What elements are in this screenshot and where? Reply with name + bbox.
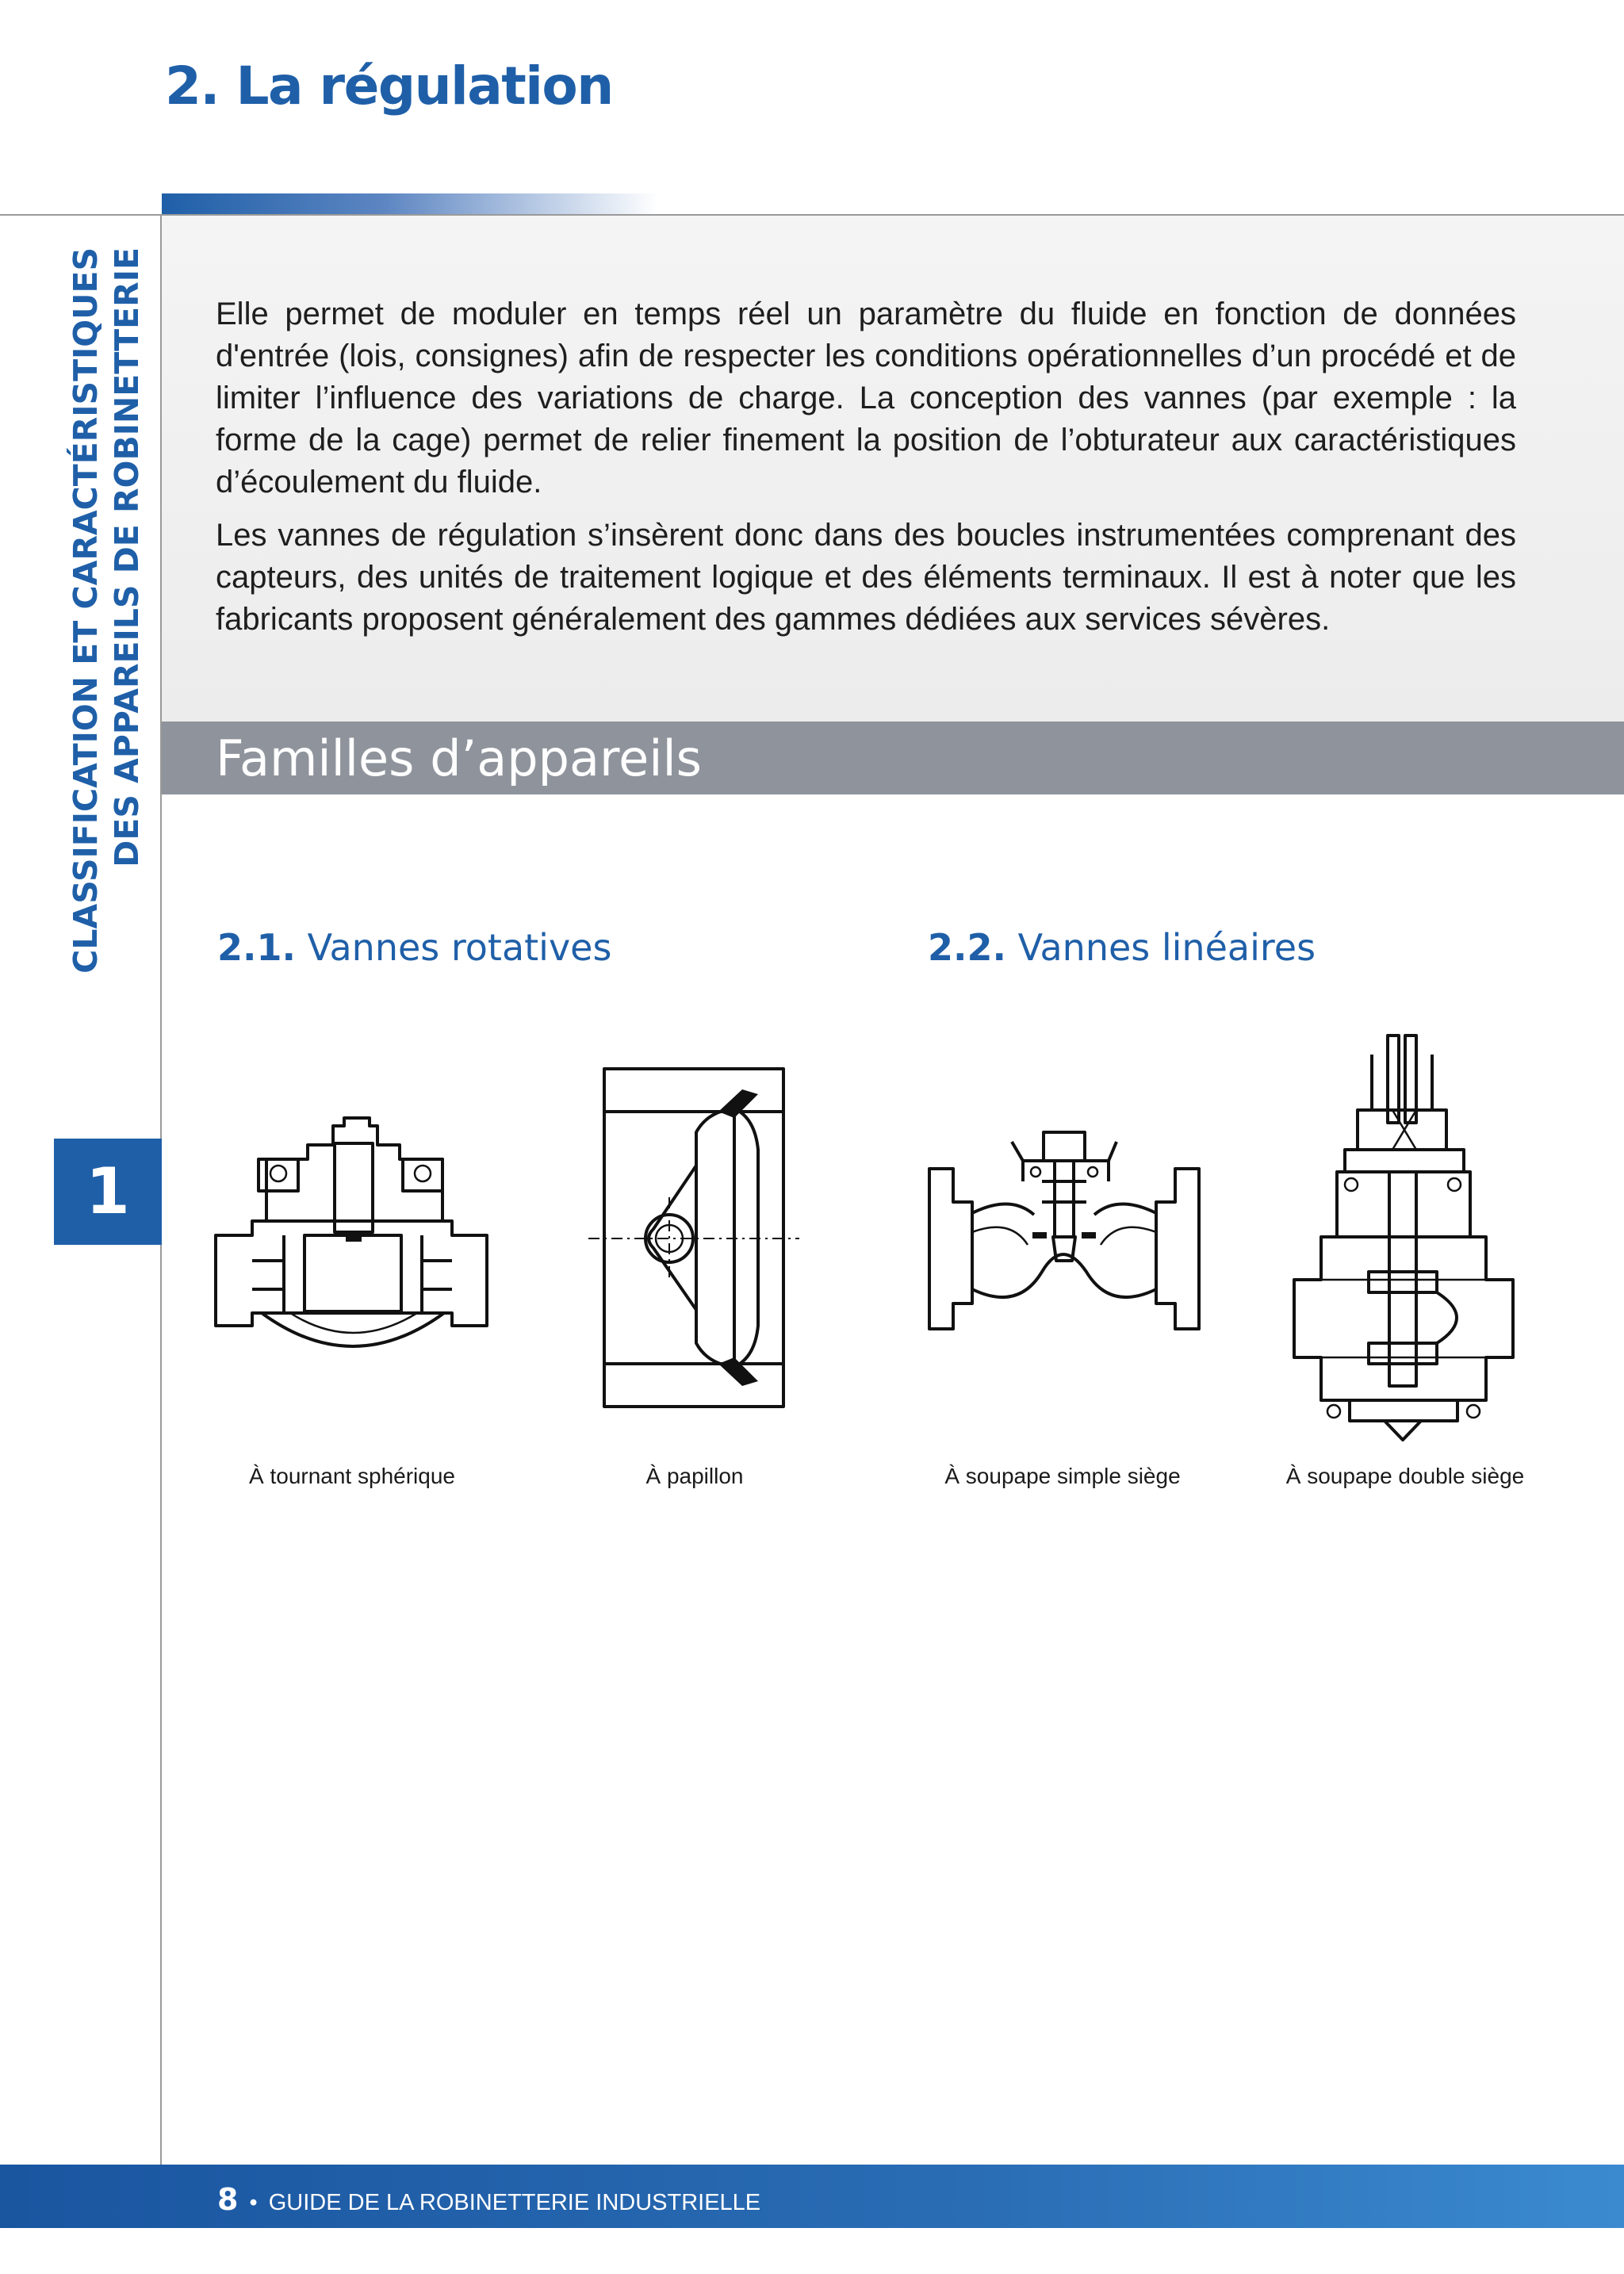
double-seat-globe-valve-drawing-icon: [1289, 1031, 1519, 1443]
intro-paragraph-2: Les vannes de régulation s’insèrent donc dans des boucles instrumentées comprenant des capteurs, des unités de traitement logique et des éléments terminaux. Il est à noter que les fabricants proposent généralement des gammes dédiées aux services sévères.: [216, 518, 1516, 637]
subsection-lineaires-heading: [928, 926, 1316, 969]
subsection-rotatives-label: Vannes rotatives: [307, 926, 612, 969]
intro-text: [216, 293, 1516, 652]
subsection-lineaires-number: 2.2.: [928, 926, 1006, 969]
families-section-band: [162, 722, 1624, 794]
intro-paragraph-1: Elle permet de moduler en temps réel un paramètre du fluide en fonction de données d'entrée (lois, consignes) afin de respecter les conditions opérationnelles d’un procédé et de limiter l’influence des variations de charge. La conception des vannes (par exemple : la forme de la cage) permet de relier finement la position de l’obturateur aux caractéristiques d’écoulement du fluide.: [216, 297, 1516, 500]
chapter-side-label-line1: CLASSIFICATION ET CARACTÉRISTIQUES: [67, 247, 105, 974]
butterfly-valve-drawing-icon: [588, 1062, 802, 1411]
footer-guide-title: GUIDE DE LA ROBINETTERIE INDUSTRIELLE: [268, 2190, 761, 2215]
ball-valve-drawing-icon: [214, 1110, 492, 1364]
single-seat-globe-valve-drawing-icon: [923, 1126, 1205, 1340]
caption-butterfly-valve: À papillon: [645, 1464, 744, 1488]
chapter-side-label-line2: DES APPAREILS DE ROBINETTERIE: [108, 247, 146, 867]
subsection-rotatives-number: 2.1.: [217, 926, 296, 969]
subsection-lineaires-label: Vannes linéaires: [1017, 926, 1316, 969]
families-section-title: Familles d’appareils: [216, 729, 702, 787]
caption-ball-valve: À tournant sphérique: [249, 1464, 455, 1488]
caption-single-seat-valve: À soupape simple siège: [944, 1464, 1181, 1488]
subsection-rotatives-heading: [217, 926, 611, 969]
caption-double-seat-valve: À soupape double siège: [1285, 1464, 1525, 1488]
footer-separator: •: [249, 2190, 258, 2215]
chapter-side-label: [65, 247, 152, 1102]
page-number: 8: [217, 2182, 239, 2217]
chapter-number-badge: 1: [54, 1139, 162, 1245]
page-title: 2. La régulation: [165, 56, 613, 117]
header-accent-bar: [162, 193, 658, 216]
footer-text: [217, 2182, 760, 2217]
